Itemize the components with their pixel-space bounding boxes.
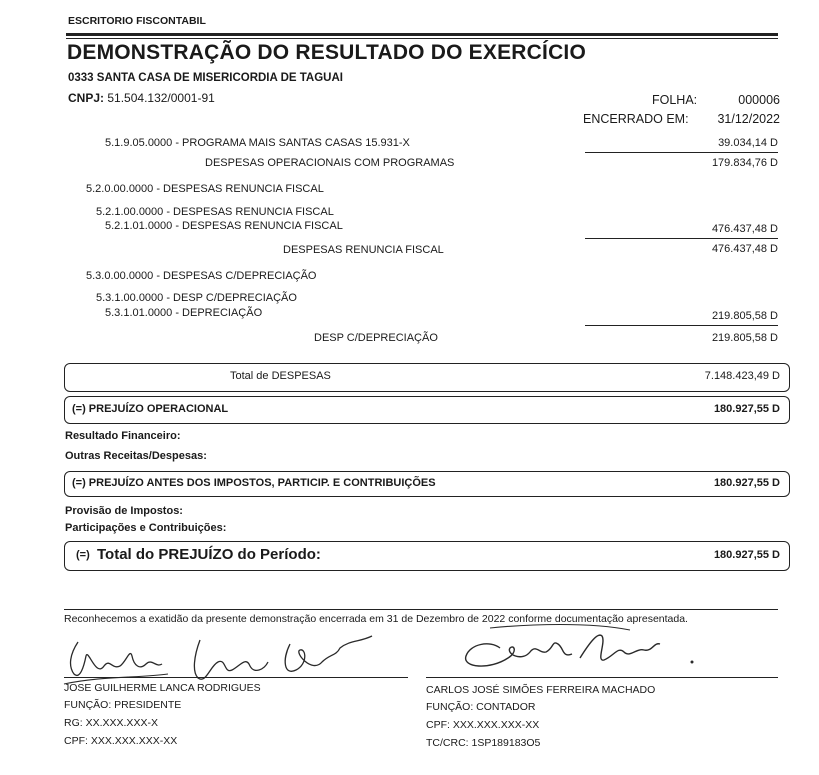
encerrado-label: ENCERRADO EM: bbox=[583, 112, 689, 126]
subtotal-label: DESP C/DEPRECIAÇÃO bbox=[314, 332, 438, 344]
prejuizo-antes-value: 180.927,55 D bbox=[713, 477, 780, 489]
participacoes-label: Participações e Contribuições: bbox=[65, 522, 227, 534]
account-row: 5.1.9.05.0000 - PROGRAMA MAIS SANTAS CASAS 15.931-X bbox=[105, 137, 410, 149]
prejuizo-antes-label: (=) PREJUÍZO ANTES DOS IMPOSTOS, PARTICIP. E CONTRIBUIÇÕES bbox=[72, 477, 436, 489]
outras-receitas-label: Outras Receitas/Despesas: bbox=[65, 450, 207, 462]
president-cpf: CPF: XXX.XXX.XXX-XX bbox=[64, 735, 178, 747]
subtotal-value: 179.834,76 D bbox=[711, 157, 778, 169]
footer-statement: Reconhecemos a exatidão da presente demonstração encerrada em 31 de Dezembro de 2022 conforme documentação apresentada. bbox=[64, 613, 688, 625]
header-rule-thin bbox=[66, 38, 778, 39]
accountant-role: FUNÇÃO: CONTADOR bbox=[426, 701, 536, 713]
total-despesas-label: Total de DESPESAS bbox=[230, 370, 331, 382]
cnpj-label: CNPJ: bbox=[68, 91, 105, 105]
accountant-signature bbox=[430, 618, 750, 678]
subtotal-rule bbox=[585, 152, 778, 153]
subtotal-label: DESPESAS OPERACIONAIS COM PROGRAMAS bbox=[205, 157, 455, 169]
subtotal-value: 476.437,48 D bbox=[711, 243, 778, 255]
entity-name: 0333 SANTA CASA DE MISERICORDIA DE TAGUAI bbox=[68, 72, 343, 84]
president-signature-line bbox=[64, 677, 408, 678]
folha-label: FOLHA: bbox=[652, 93, 698, 107]
cnpj-line bbox=[68, 91, 215, 105]
prejuizo-operacional-label: (=) PREJUÍZO OPERACIONAL bbox=[72, 403, 229, 415]
accountant-cpf: CPF: XXX.XXX.XXX-XX bbox=[426, 719, 540, 731]
subtotal-rule bbox=[585, 238, 778, 239]
subtotal-value: 219.805,58 D bbox=[711, 332, 778, 344]
office-name: ESCRITORIO FISCONTABIL bbox=[68, 15, 206, 27]
accountant-crc: TC/CRC: 1SP189183O5 bbox=[426, 737, 541, 749]
encerrado-value: 31/12/2022 bbox=[717, 112, 780, 126]
total-despesas-value: 7.148.423,49 D bbox=[704, 370, 780, 382]
folha-value: 000006 bbox=[738, 93, 780, 107]
footer-rule bbox=[64, 609, 778, 610]
header-rule-thick bbox=[66, 33, 778, 36]
president-role: FUNÇÃO: PRESIDENTE bbox=[64, 699, 182, 711]
resultado-financeiro-label: Resultado Financeiro: bbox=[65, 430, 181, 442]
president-name: JOSE GUILHERME LANCA RODRIGUES bbox=[64, 682, 261, 694]
subtotal-label: DESPESAS RENUNCIA FISCAL bbox=[283, 244, 444, 256]
provisao-label: Provisão de Impostos: bbox=[65, 505, 183, 517]
total-periodo-value: 180.927,55 D bbox=[713, 549, 780, 561]
account-row: 5.3.1.01.0000 - DEPRECIAÇÃO bbox=[105, 307, 263, 319]
accountant-signature-line bbox=[426, 677, 778, 678]
document-title: DEMONSTRAÇÃO DO RESULTADO DO EXERCÍCIO bbox=[67, 41, 587, 64]
account-group: 5.2.0.00.0000 - DESPESAS RENUNCIA FISCAL bbox=[86, 183, 324, 195]
account-subgroup: 5.2.1.00.0000 - DESPESAS RENUNCIA FISCAL bbox=[96, 206, 334, 218]
account-row: 5.2.1.01.0000 - DESPESAS RENUNCIA FISCAL bbox=[105, 220, 343, 232]
total-periodo-label: Total do PREJUÍZO do Período: bbox=[97, 546, 321, 563]
account-group: 5.3.0.00.0000 - DESPESAS C/DEPRECIAÇÃO bbox=[86, 270, 317, 282]
account-value: 476.437,48 D bbox=[711, 223, 778, 235]
account-value: 219.805,58 D bbox=[711, 310, 778, 322]
account-subgroup: 5.3.1.00.0000 - DESP C/DEPRECIAÇÃO bbox=[96, 292, 297, 304]
subtotal-rule bbox=[585, 325, 778, 326]
prejuizo-operacional-value: 180.927,55 D bbox=[713, 403, 780, 415]
total-periodo-prefix: (=) bbox=[76, 549, 90, 561]
cnpj-value: 51.504.132/0001-91 bbox=[107, 91, 215, 105]
accountant-name: CARLOS JOSÉ SIMÕES FERREIRA MACHADO bbox=[426, 684, 656, 696]
account-value: 39.034,14 D bbox=[718, 137, 778, 149]
president-rg: RG: XX.XXX.XXX-X bbox=[64, 717, 158, 729]
